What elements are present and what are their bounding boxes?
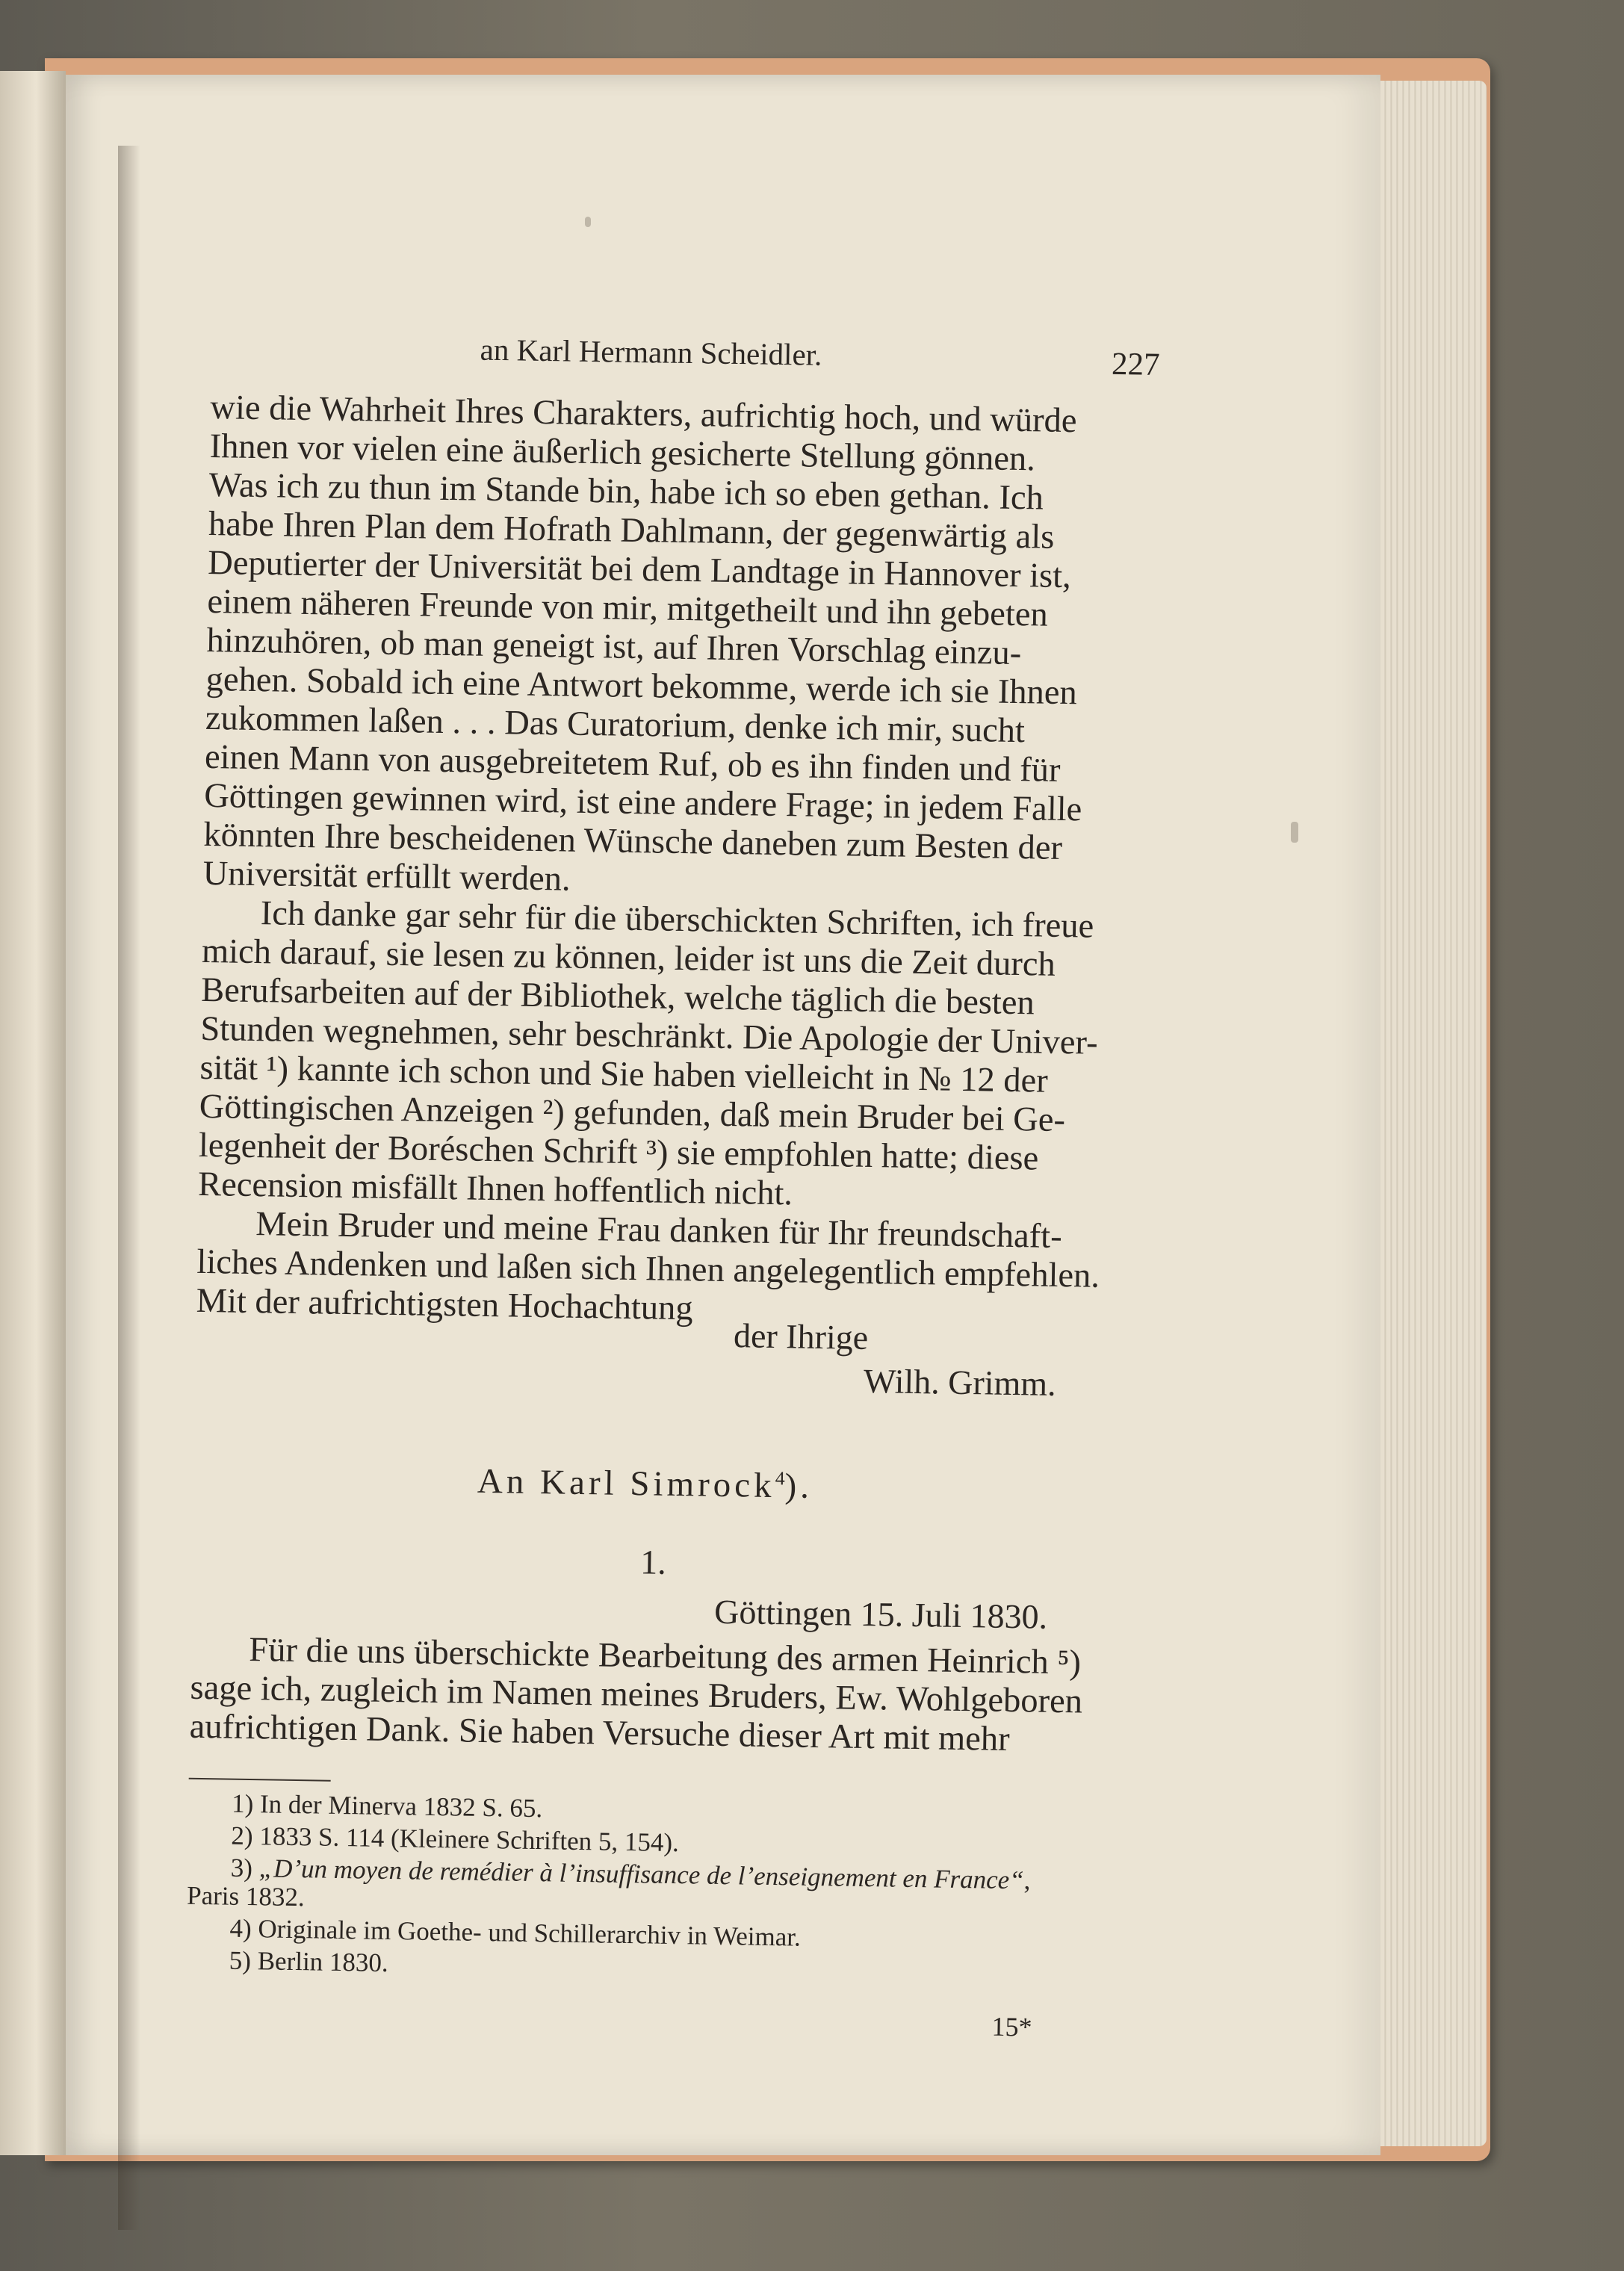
- footnote-text: Berlin 1830.: [257, 1946, 389, 1977]
- footnote-text: Originale im Goethe- und Schillerarchiv in Weimar.: [258, 1914, 802, 1952]
- footnote-mark: 5): [229, 1945, 252, 1976]
- footnote-text: 1833 S. 114 (Kleinere Schriften 5, 154).: [259, 1821, 680, 1858]
- footnote-mark: 1): [231, 1788, 254, 1819]
- paper-speck: [1291, 822, 1298, 843]
- section-title-suffix: ).: [784, 1466, 813, 1506]
- footnote-text: „D’un moyen de remédier à l’insuffisance de l’enseignement en France“: [258, 1853, 1025, 1895]
- book-page: [66, 75, 1380, 2155]
- footnote-text: In der Minerva 1832 S. 65.: [259, 1789, 543, 1824]
- page-gutter: [118, 146, 140, 2230]
- letter-number: 1.: [639, 1543, 667, 1581]
- footnote-text: ,: [1023, 1865, 1031, 1895]
- letter-body: [186, 388, 1159, 2042]
- printer-signature-mark: 15*: [991, 2011, 1032, 2042]
- footnote-mark: 3): [230, 1853, 253, 1883]
- footnote-rule: [189, 1778, 331, 1782]
- closing-line: der Ihrige: [733, 1316, 869, 1357]
- running-head-title: an Karl Hermann Scheidler.: [480, 332, 822, 372]
- footnote-ref: 4: [775, 1467, 785, 1490]
- footnote-continuation: Paris 1832.: [186, 1880, 305, 1912]
- footnote: [187, 1853, 1136, 1925]
- footnotes: [185, 1789, 1137, 1993]
- section-title-text: An Karl Simrock: [477, 1461, 776, 1506]
- page-number: 227: [1111, 346, 1160, 382]
- paragraph: Mein Bruder und meine Frau danken für Ihr freundschaft- liches Andenken und laßen sich Ihnen angelegentlich empfehlen. Mit der aufrichtigsten Hochachtung: [196, 1205, 1100, 1328]
- previous-page-edge: [0, 71, 66, 2155]
- text-block: [186, 332, 1160, 2042]
- footnote-mark: 4): [229, 1913, 252, 1944]
- section-title: [477, 1461, 813, 1507]
- paragraph: Ich danke gar sehr für die überschickten Schriften, ich freue mich darauf, sie lesen zu können, leider ist uns die Zeit durch Berufsarbeiten auf der Bibliothek, welche täglich die besten Stunden wegnehmen, sehr beschränkt. Die Apologie der Univer- sität ¹) kannte ich schon und Sie haben vielleicht in № 12 der Göttingischen Anzeigen ²) gefunden, daß mein Bruder bei Ge- legenheit der Boréschen Schrift ³) sie empfohlen hatte; diese Recension misfällt Ihnen hoffentlich nicht.: [197, 894, 1098, 1213]
- running-head: [480, 332, 1160, 382]
- paragraph: Für die uns überschickte Bearbeitung des armen Heinrich ⁵) sage ich, zugleich im Namen meines Bruders, Ew. Wohlgeboren aufrichtigen Dank. Sie haben Versuche dieser Art mit mehr: [189, 1631, 1083, 1759]
- footnote-mark: 2): [231, 1821, 253, 1851]
- paragraph: wie die Wahrheit Ihres Charakters, aufrichtig hoch, und würde Ihnen vor vielen eine äußerlich gesicherte Stellung gönnen. Was ich zu thun im Stande bin, habe ich so eben gethan. Ich habe Ihren Plan dem Hofrath Dahlmann, der gegenwärtig als Deputierter der Universität bei dem Landtage in Hannover ist, einem näheren Freunde von mir, mitgetheilt und ihn gebeten hinzuhören, ob man geneigt ist, auf Ihren Vorschlag einzu- gehen. Sobald ich eine Antwort bekomme, werde ich sie Ihnen zukommen laßen . . . Das Curatorium, denke ich mir, sucht einen Mann von ausgebreitetem Ruf, ob es ihn finden und für Göttingen gewinnen wird, ist eine andere Frage; in jedem Falle könnten Ihre bescheidenen Wünsche daneben zum Besten der Universität erfüllt werden.: [202, 388, 1082, 899]
- dateline: Göttingen 15. Juli 1830.: [713, 1592, 1048, 1636]
- signature: Wilh. Grimm.: [863, 1361, 1057, 1403]
- paper-speck: [585, 217, 591, 227]
